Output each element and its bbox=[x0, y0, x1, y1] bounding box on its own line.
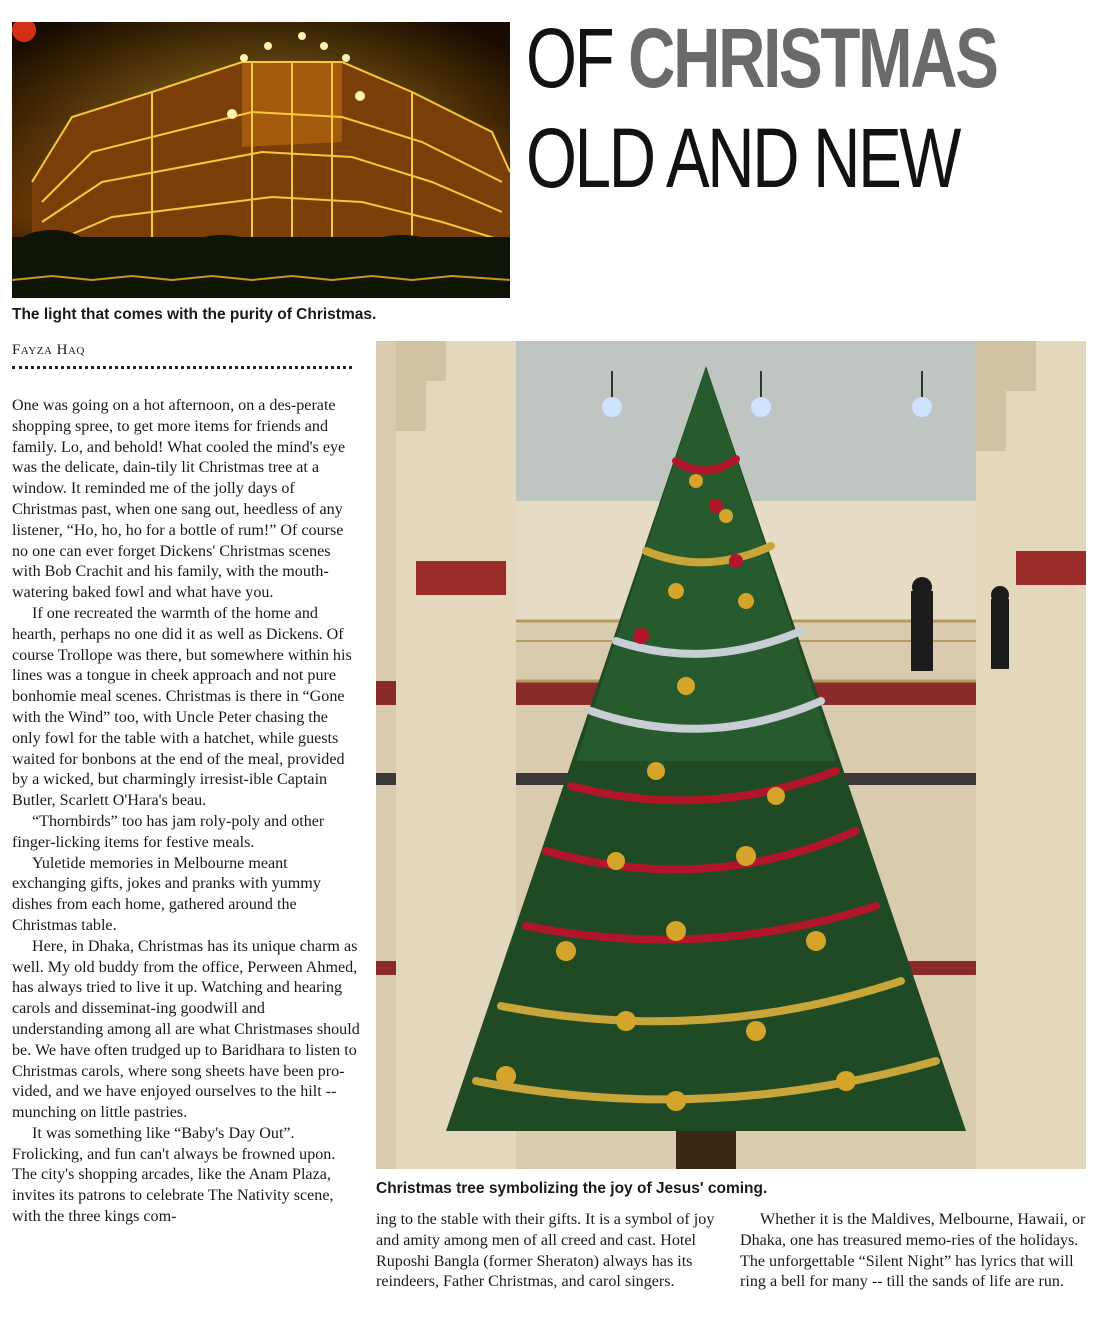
tree-illustration bbox=[376, 341, 1086, 1169]
paragraph: Here, in Dhaka, Christmas has its unique charm as well. My old buddy from the office, Perween Ahmed, has always tried to live it up. Watching and hearing carols and disseminat-ing goodwill and understanding among all are what Christmases should be. We have often trudged up to Baridhara to listen to Christmas carols, where song sheets have been pro-vided, and we have enjoyed ourselves to the hilt -- munching on little pastries. bbox=[12, 937, 360, 1122]
article-column-2 bbox=[376, 1210, 721, 1293]
byline-dotted-rule bbox=[12, 366, 352, 369]
top-photo-caption: The light that comes with the purity of Christmas. bbox=[12, 306, 377, 323]
paragraph: If one recreated the warmth of the home and hearth, perhaps no one did it as well as Dickens. Of course Trollope was there, but somewhere within his lines was a tongue in cheek approach and not pure bonhomie meal scenes. Christmas is there in “Gone with the Wind” too, with Uncle Peter chasing the only fowl for the table with a hatchet, while guests waited for bonbons at the end of the meal, provided by a wicked, but charmingly irresist-ible Captain Butler, Scarlett O'Hara's beau. bbox=[12, 604, 352, 810]
article-column-3 bbox=[740, 1210, 1090, 1293]
christmas-tree-photo bbox=[376, 341, 1086, 1169]
paragraph: Yuletide memories in Melbourne meant exchanging gifts, jokes and pranks with yummy dishes from each home, gathered around the Christmas table. bbox=[12, 854, 321, 934]
article-headline bbox=[526, 8, 997, 208]
paragraph: One was going on a hot afternoon, on a des-perate shopping spree, to get more items for friends and family. Lo, and behold! What cooled the mind's eye was the delicate, dain-tily lit Christmas tree at a window. It reminded me of the jolly days of Christmas past, when one sang out, heedless of any listener, “Ho, ho, ho for a bottle of rum!” Of course no one can ever forget Dickens' Christmas scenes with Bob Crachit and his family, with the mouth-watering baked fowl and what have you. bbox=[12, 397, 346, 602]
headline-line-1 bbox=[526, 8, 997, 108]
paragraph: “Thornbirds” too has jam roly-poly and other finger-licking items for festive meals. bbox=[12, 812, 325, 851]
article-column-1 bbox=[12, 396, 360, 1228]
headline-of: OF bbox=[526, 11, 629, 105]
headline-line-2: OLD AND NEW bbox=[526, 111, 959, 205]
paragraph: It was something like “Baby's Day Out”. Frolicking, and fun can't always be frowned upon. The city's shopping arcades, like the Anam Plaza, invites its patrons to celebrate The Nativity scene, with the three kings com- bbox=[12, 1124, 336, 1226]
building-illustration bbox=[12, 22, 510, 298]
paragraph: Whether it is the Maldives, Melbourne, Hawaii, or Dhaka, one has treasured memo-ries of the holidays. The unforgettable “Silent Night” has lyrics that will ring a bell for many -- till the sands of life are run. bbox=[740, 1211, 1086, 1291]
tree-photo-caption: Christmas tree symbolizing the joy of Jesus' coming. bbox=[376, 1180, 768, 1197]
paragraph: ing to the stable with their gifts. It is a symbol of joy and amity among men of all creed and cast. Hotel Ruposhi Bangla (former Sheraton) always has its reindeers, Father Christmas, and carol singers. bbox=[376, 1211, 715, 1291]
headline-christmas: CHRISTMAS bbox=[628, 11, 997, 105]
author-byline: Fayza Haq bbox=[12, 342, 85, 358]
illuminated-building-photo bbox=[12, 22, 510, 298]
